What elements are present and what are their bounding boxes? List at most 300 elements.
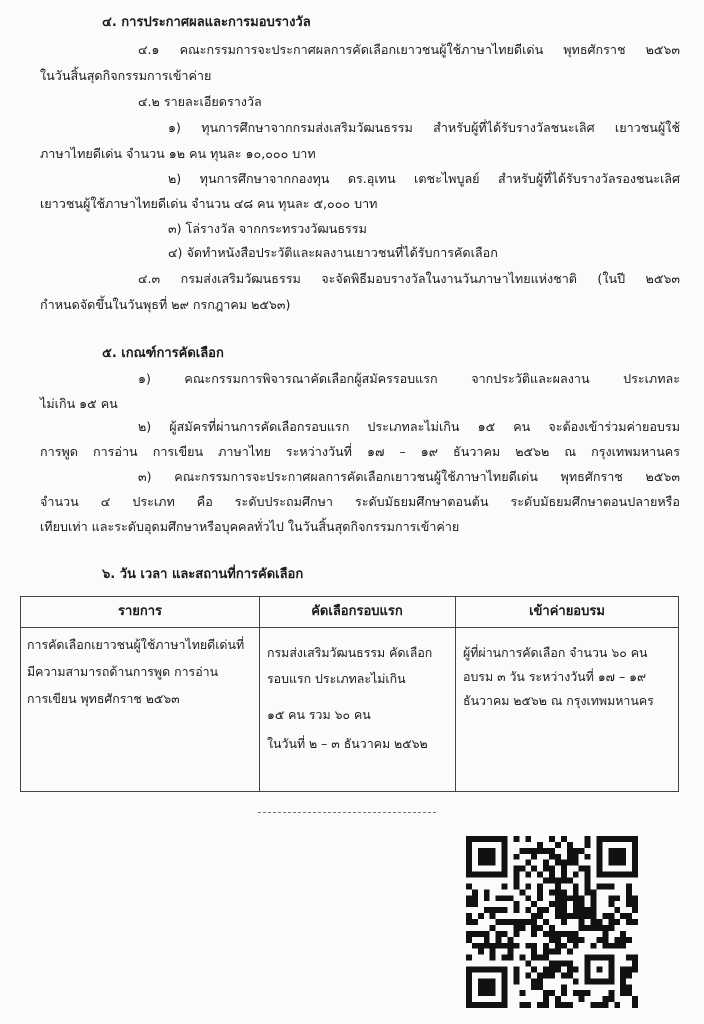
- qr-module: [579, 990, 585, 996]
- qr-module: [543, 966, 549, 972]
- qr-module: [585, 925, 591, 931]
- qr-module: [585, 878, 591, 884]
- qr-module: [573, 978, 579, 984]
- qr-module: [632, 1002, 638, 1008]
- qr-module: [549, 972, 555, 978]
- qr-module: [561, 889, 567, 895]
- qr-module: [579, 901, 585, 907]
- qr-module: [591, 913, 597, 919]
- qr-module: [466, 883, 472, 889]
- qr-module: [513, 919, 519, 925]
- qr-module: [543, 972, 549, 978]
- separator-line: [258, 812, 436, 813]
- qr-module: [561, 931, 567, 937]
- qr-module: [513, 872, 519, 878]
- award-item-2-line-2: เยาวชนผู้ใช้ภาษาไทยดีเด่น จำนวน ๔๘ คน ทุนละ ๕,๐๐๐ บาท: [40, 196, 378, 211]
- qr-module: [561, 972, 567, 978]
- qr-module: [472, 895, 478, 901]
- table-cell-item-line: การคัดเลือกเยาวชนผู้ใช้ภาษาไทยดีเด่นที่: [27, 637, 245, 652]
- qr-module: [585, 889, 591, 895]
- qr-module: [561, 895, 567, 901]
- qr-module: [555, 961, 561, 967]
- qr-module: [466, 901, 472, 907]
- qr-module: [537, 972, 543, 978]
- qr-module: [585, 866, 591, 872]
- qr-module: [519, 925, 525, 931]
- qr-module: [513, 907, 519, 913]
- qr-module: [602, 1002, 608, 1008]
- qr-module: [596, 883, 602, 889]
- table-header-item: รายการ: [117, 604, 163, 619]
- qr-module: [579, 996, 585, 1002]
- qr-module: [608, 919, 614, 925]
- qr-module: [525, 919, 531, 925]
- qr-module: [549, 937, 555, 943]
- qr-module: [579, 848, 585, 854]
- qr-module: [632, 919, 638, 925]
- qr-module: [513, 901, 519, 907]
- qr-module: [567, 913, 573, 919]
- qr-module: [531, 866, 537, 872]
- qr-module: [555, 949, 561, 955]
- qr-module: [626, 984, 632, 990]
- qr-module: [466, 913, 472, 919]
- table-header-first-round: คัดเลือกรอบแรก: [311, 604, 403, 619]
- qr-module: [531, 949, 537, 955]
- qr-module: [537, 889, 543, 895]
- qr-module: [567, 931, 573, 937]
- qr-module: [543, 848, 549, 854]
- table-header-divider: [21, 627, 678, 628]
- qr-module: [555, 1002, 561, 1008]
- qr-module: [472, 943, 478, 949]
- qr-module: [466, 919, 472, 925]
- qr-module: [484, 889, 490, 895]
- qr-module: [626, 955, 632, 961]
- qr-module: [525, 860, 531, 866]
- qr-module: [513, 866, 519, 872]
- qr-module: [543, 955, 549, 961]
- qr-module: [531, 943, 537, 949]
- qr-module: [573, 913, 579, 919]
- qr-module: [537, 848, 543, 854]
- qr-module: [555, 907, 561, 913]
- qr-module: [496, 937, 502, 943]
- table-cell-item-line: มีความสามารถด้านการพูด การอ่าน: [27, 664, 219, 679]
- qr-module: [513, 854, 519, 860]
- qr-module: [567, 842, 573, 848]
- qr-module: [573, 889, 579, 895]
- table-cell-camp-line: ผู้ที่ผ่านการคัดเลือก จำนวน ๖๐ คน: [463, 645, 648, 660]
- qr-module: [466, 937, 472, 943]
- qr-module: [513, 978, 519, 984]
- qr-module: [561, 878, 567, 884]
- section-5-heading: ๕. เกณฑ์การคัดเลือก: [102, 346, 224, 361]
- qr-module: [608, 883, 614, 889]
- qr-module: [620, 931, 626, 937]
- qr-module: [490, 955, 496, 961]
- qr-module: [602, 931, 608, 937]
- qr-module: [555, 901, 561, 907]
- qr-module: [543, 878, 549, 884]
- qr-module: [543, 919, 549, 925]
- qr-module: [484, 931, 490, 937]
- qr-module: [513, 966, 519, 972]
- qr-module: [602, 937, 608, 943]
- qr-module: [519, 919, 525, 925]
- qr-module: [573, 966, 579, 972]
- qr-module: [579, 907, 585, 913]
- award-item-2-line-1: ๒) ทุนการศึกษาจากกองทุน ดร.อุเทน เตชะไพบูลย์ สำหรับผู้ที่ได้รับรางวัลรองชนะเลิศ: [168, 171, 680, 186]
- qr-module: [543, 860, 549, 866]
- qr-module: [573, 854, 579, 860]
- qr-module: [579, 937, 585, 943]
- qr-module: [626, 919, 632, 925]
- qr-module: [525, 943, 531, 949]
- qr-module: [602, 996, 608, 1002]
- qr-module: [478, 913, 484, 919]
- qr-module: [555, 931, 561, 937]
- qr-module: [519, 990, 525, 996]
- qr-module: [519, 955, 525, 961]
- qr-module: [490, 913, 496, 919]
- qr-module: [585, 836, 591, 842]
- qr-module: [573, 990, 579, 996]
- qr-module: [537, 895, 543, 901]
- section-4-1-line-1: ๔.๑ คณะกรรมการจะประกาศผลการคัดเลือกเยาวชนผู้ใช้ภาษาไทยดีเด่น พุทธศักราช ๒๕๖๓: [138, 42, 680, 57]
- qr-module: [602, 925, 608, 931]
- qr-module: [531, 978, 537, 984]
- qr-module: [513, 883, 519, 889]
- qr-module: [543, 931, 549, 937]
- qr-module: [596, 925, 602, 931]
- qr-module: [561, 836, 567, 842]
- qr-module: [573, 931, 579, 937]
- qr-module: [573, 872, 579, 878]
- qr-module: [537, 978, 543, 984]
- section-4-3-line-1: ๔.๓ กรมส่งเสริมวัฒนธรรม จะจัดพิธีมอบรางวัลในงานวันภาษาไทยแห่งชาติ (ในปี ๒๕๖๓: [138, 271, 680, 286]
- qr-module: [555, 883, 561, 889]
- qr-module: [573, 901, 579, 907]
- qr-module: [531, 925, 537, 931]
- qr-module: [543, 866, 549, 872]
- qr-module: [531, 848, 537, 854]
- qr-module: [602, 943, 608, 949]
- criteria-2-line-2: การพูด การอ่าน การเขียน ภาษาไทย ระหว่างวันที่ ๑๗ – ๑๙ ธันวาคม ๒๕๖๒ ณ กรุงเทพมหานคร: [40, 444, 680, 459]
- qr-module: [620, 937, 626, 943]
- qr-module: [626, 972, 632, 978]
- qr-module: [549, 949, 555, 955]
- qr-module: [549, 966, 555, 972]
- qr-module: [567, 961, 573, 967]
- qr-module: [543, 1002, 549, 1008]
- qr-module: [561, 1002, 567, 1008]
- qr-module: [620, 972, 626, 978]
- qr-module: [525, 895, 531, 901]
- qr-module: [525, 836, 531, 842]
- qr-module: [614, 919, 620, 925]
- qr-module: [543, 996, 549, 1002]
- qr-module: [537, 984, 543, 990]
- qr-module: [502, 907, 508, 913]
- criteria-1-line-1: ๑) คณะกรรมการพิจารณาคัดเลือกผู้สมัครรอบแรก จากประวัติและผลงาน ประเภทละ: [138, 371, 680, 386]
- qr-module: [579, 895, 585, 901]
- qr-module: [513, 925, 519, 931]
- criteria-2-line-1: ๒) ผู้สมัครที่ผ่านการคัดเลือกรอบแรก ประเภทละไม่เกิน ๑๕ คน จะต้องเข้าร่วมค่ายอบรม: [138, 419, 680, 434]
- qr-module: [596, 1002, 602, 1008]
- qr-module: [555, 860, 561, 866]
- qr-module: [490, 949, 496, 955]
- qr-module: [508, 919, 514, 925]
- qr-module: [543, 949, 549, 955]
- qr-module: [585, 842, 591, 848]
- qr-module: [496, 919, 502, 925]
- qr-module: [591, 889, 597, 895]
- qr-module: [573, 943, 579, 949]
- award-item-1-line-2: ภาษาไทยดีเด่น จำนวน ๑๒ คน ทุนละ ๑๐,๐๐๐ บาท: [40, 146, 316, 161]
- qr-module: [513, 878, 519, 884]
- qr-module: [596, 937, 602, 943]
- qr-module: [632, 961, 638, 967]
- qr-module: [508, 943, 514, 949]
- qr-module: [508, 955, 514, 961]
- qr-module: [626, 895, 632, 901]
- qr-module: [632, 901, 638, 907]
- qr-module: [531, 913, 537, 919]
- qr-module: [484, 895, 490, 901]
- qr-module: [525, 907, 531, 913]
- qr-module: [614, 937, 620, 943]
- qr-module: [519, 1002, 525, 1008]
- qr-module: [561, 919, 567, 925]
- qr-module: [549, 872, 555, 878]
- qr-module: [472, 889, 478, 895]
- qr-module: [573, 895, 579, 901]
- qr-module: [555, 889, 561, 895]
- qr-module: [478, 931, 484, 937]
- criteria-3-line-3: เทียบเท่า และระดับอุดมศึกษาหรือบุคคลทั่วไป ในวันสิ้นสุดกิจกรรมการเข้าค่าย: [40, 519, 460, 534]
- qr-module: [608, 895, 614, 901]
- qr-module: [626, 990, 632, 996]
- qr-module: [620, 913, 626, 919]
- qr-module: [567, 895, 573, 901]
- qr-module: [608, 990, 614, 996]
- qr-module: [632, 955, 638, 961]
- qr-module: [573, 848, 579, 854]
- qr-module: [484, 937, 490, 943]
- criteria-1-line-2: ไม่เกิน ๑๕ คน: [40, 396, 118, 411]
- award-item-1-line-1: ๑) ทุนการศึกษาจากกรมส่งเสริมวัฒนธรรม สำหรับผู้ที่ได้รับรางวัลชนะเลิศ เยาวชนผู้ใช้: [168, 120, 680, 135]
- qr-module: [549, 836, 555, 842]
- table-cell-first-round-line: รอบแรก ประเภทละไม่เกิน: [267, 671, 406, 686]
- qr-module: [478, 949, 484, 955]
- qr-module: [537, 872, 543, 878]
- qr-module: [531, 854, 537, 860]
- qr-module: [555, 842, 561, 848]
- qr-module: [525, 972, 531, 978]
- qr-module: [561, 901, 567, 907]
- qr-module: [519, 866, 525, 872]
- qr-module: [484, 907, 490, 913]
- qr-module: [537, 913, 543, 919]
- qr-module: [585, 907, 591, 913]
- table-cell-camp-line: อบรม ๓ วัน ระหว่างวันที่ ๑๗ – ๑๙: [463, 669, 647, 684]
- qr-module: [555, 966, 561, 972]
- qr-module: [549, 866, 555, 872]
- qr-code-icon: [466, 836, 638, 1008]
- qr-module: [567, 966, 573, 972]
- qr-module: [531, 984, 537, 990]
- section-4-3-line-2: กำหนดจัดขึ้นในวันพุธที่ ๒๙ กรกฎาคม ๒๕๖๓): [40, 297, 291, 312]
- qr-module: [502, 955, 508, 961]
- table-cell-camp-line: ธันวาคม ๒๕๖๒ ณ กรุงเทพมหานคร: [463, 693, 654, 708]
- qr-module: [602, 913, 608, 919]
- qr-module: [585, 913, 591, 919]
- qr-module: [567, 949, 573, 955]
- qr-module: [620, 990, 626, 996]
- qr-module: [555, 913, 561, 919]
- qr-module: [525, 961, 531, 967]
- qr-module: [567, 854, 573, 860]
- table-cell-first-round-line: กรมส่งเสริมวัฒนธรรม คัดเลือก: [267, 645, 433, 660]
- qr-module: [531, 966, 537, 972]
- qr-module: [537, 925, 543, 931]
- qr-module: [537, 842, 543, 848]
- qr-module: [608, 996, 614, 1002]
- qr-module: [561, 943, 567, 949]
- qr-module: [502, 919, 508, 925]
- qr-module: [525, 872, 531, 878]
- qr-module: [502, 931, 508, 937]
- qr-module: [561, 990, 567, 996]
- qr-module: [537, 883, 543, 889]
- qr-module: [513, 943, 519, 949]
- qr-module: [591, 919, 597, 925]
- qr-module: [620, 978, 626, 984]
- qr-module: [555, 878, 561, 884]
- table-cell-first-round-line: ในวันที่ ๒ – ๓ ธันวาคม ๒๕๖๒: [267, 736, 428, 751]
- qr-module: [543, 990, 549, 996]
- qr-module: [478, 943, 484, 949]
- qr-module: [549, 901, 555, 907]
- qr-module: [543, 943, 549, 949]
- qr-module: [626, 883, 632, 889]
- qr-module: [579, 925, 585, 931]
- qr-module: [513, 972, 519, 978]
- qr-module: [508, 949, 514, 955]
- qr-module: [573, 883, 579, 889]
- criteria-3-line-2: จำนวน ๔ ประเภท คือ ระดับประถมศึกษา ระดับมัธยมศึกษาตอนต้น ระดับมัธยมศึกษาตอนปลายหรือ: [40, 494, 680, 509]
- qr-module: [614, 907, 620, 913]
- qr-module: [496, 895, 502, 901]
- qr-module: [549, 990, 555, 996]
- qr-module: [549, 878, 555, 884]
- qr-module: [567, 878, 573, 884]
- qr-module: [567, 972, 573, 978]
- qr-module: [620, 984, 626, 990]
- qr-module: [537, 1002, 543, 1008]
- qr-module: [537, 955, 543, 961]
- qr-module: [519, 889, 525, 895]
- qr-module: [543, 907, 549, 913]
- qr-module: [585, 990, 591, 996]
- qr-module: [549, 889, 555, 895]
- qr-module: [632, 996, 638, 1002]
- qr-module: [555, 937, 561, 943]
- qr-module: [513, 931, 519, 937]
- qr-module: [496, 931, 502, 937]
- qr-module: [549, 854, 555, 860]
- section-4-1-line-2: ในวันสิ้นสุดกิจกรรมการเข้าค่าย: [40, 68, 212, 83]
- qr-module: [472, 931, 478, 937]
- qr-module: [561, 961, 567, 967]
- qr-module: [579, 913, 585, 919]
- qr-module: [496, 907, 502, 913]
- qr-module: [602, 883, 608, 889]
- qr-module: [555, 895, 561, 901]
- qr-module: [579, 919, 585, 925]
- qr-module: [632, 966, 638, 972]
- qr-module: [549, 931, 555, 937]
- qr-module: [502, 883, 508, 889]
- qr-module: [525, 848, 531, 854]
- qr-module: [531, 955, 537, 961]
- qr-module: [508, 937, 514, 943]
- qr-module: [490, 907, 496, 913]
- qr-module: [525, 883, 531, 889]
- award-item-4: ๔) จัดทำหนังสือประวัติและผลงานเยาวชนที่ได้รับการคัดเลือก: [168, 245, 498, 260]
- qr-module: [561, 907, 567, 913]
- qr-module: [555, 996, 561, 1002]
- qr-module: [573, 937, 579, 943]
- qr-module: [561, 913, 567, 919]
- qr-module: [525, 1002, 531, 1008]
- qr-module: [573, 907, 579, 913]
- table-header-training-camp: เข้าค่ายอบรม: [529, 604, 605, 619]
- award-item-3: ๓) โล่รางวัล จากกระทรวงวัฒนธรรม: [168, 221, 367, 236]
- qr-module: [614, 1002, 620, 1008]
- qr-module: [561, 872, 567, 878]
- selection-schedule-table: [20, 596, 679, 792]
- table-cell-item-line: การเขียน พุทธศักราช ๒๕๖๓: [27, 691, 180, 706]
- qr-module: [626, 937, 632, 943]
- qr-module: [531, 919, 537, 925]
- qr-module: [567, 937, 573, 943]
- qr-module: [472, 919, 478, 925]
- qr-module: [466, 931, 472, 937]
- qr-module: [549, 925, 555, 931]
- section-4-2-title: ๔.๒ รายละเอียดรางวัล: [138, 94, 262, 109]
- qr-module: [561, 866, 567, 872]
- qr-module: [484, 943, 490, 949]
- qr-module: [549, 848, 555, 854]
- qr-module: [591, 901, 597, 907]
- qr-module: [626, 889, 632, 895]
- table-cell-first-round-line: ๑๕ คน รวม ๖๐ คน: [267, 707, 371, 722]
- qr-module: [608, 901, 614, 907]
- qr-module: [531, 931, 537, 937]
- qr-module: [567, 860, 573, 866]
- qr-module: [502, 895, 508, 901]
- qr-module: [502, 943, 508, 949]
- qr-module: [508, 895, 514, 901]
- qr-module: [585, 872, 591, 878]
- qr-module: [620, 966, 626, 972]
- qr-module: [585, 883, 591, 889]
- qr-module: [555, 943, 561, 949]
- section-6-heading: ๖. วัน เวลา และสถานที่การคัดเลือก: [102, 567, 304, 582]
- qr-module: [567, 1002, 573, 1008]
